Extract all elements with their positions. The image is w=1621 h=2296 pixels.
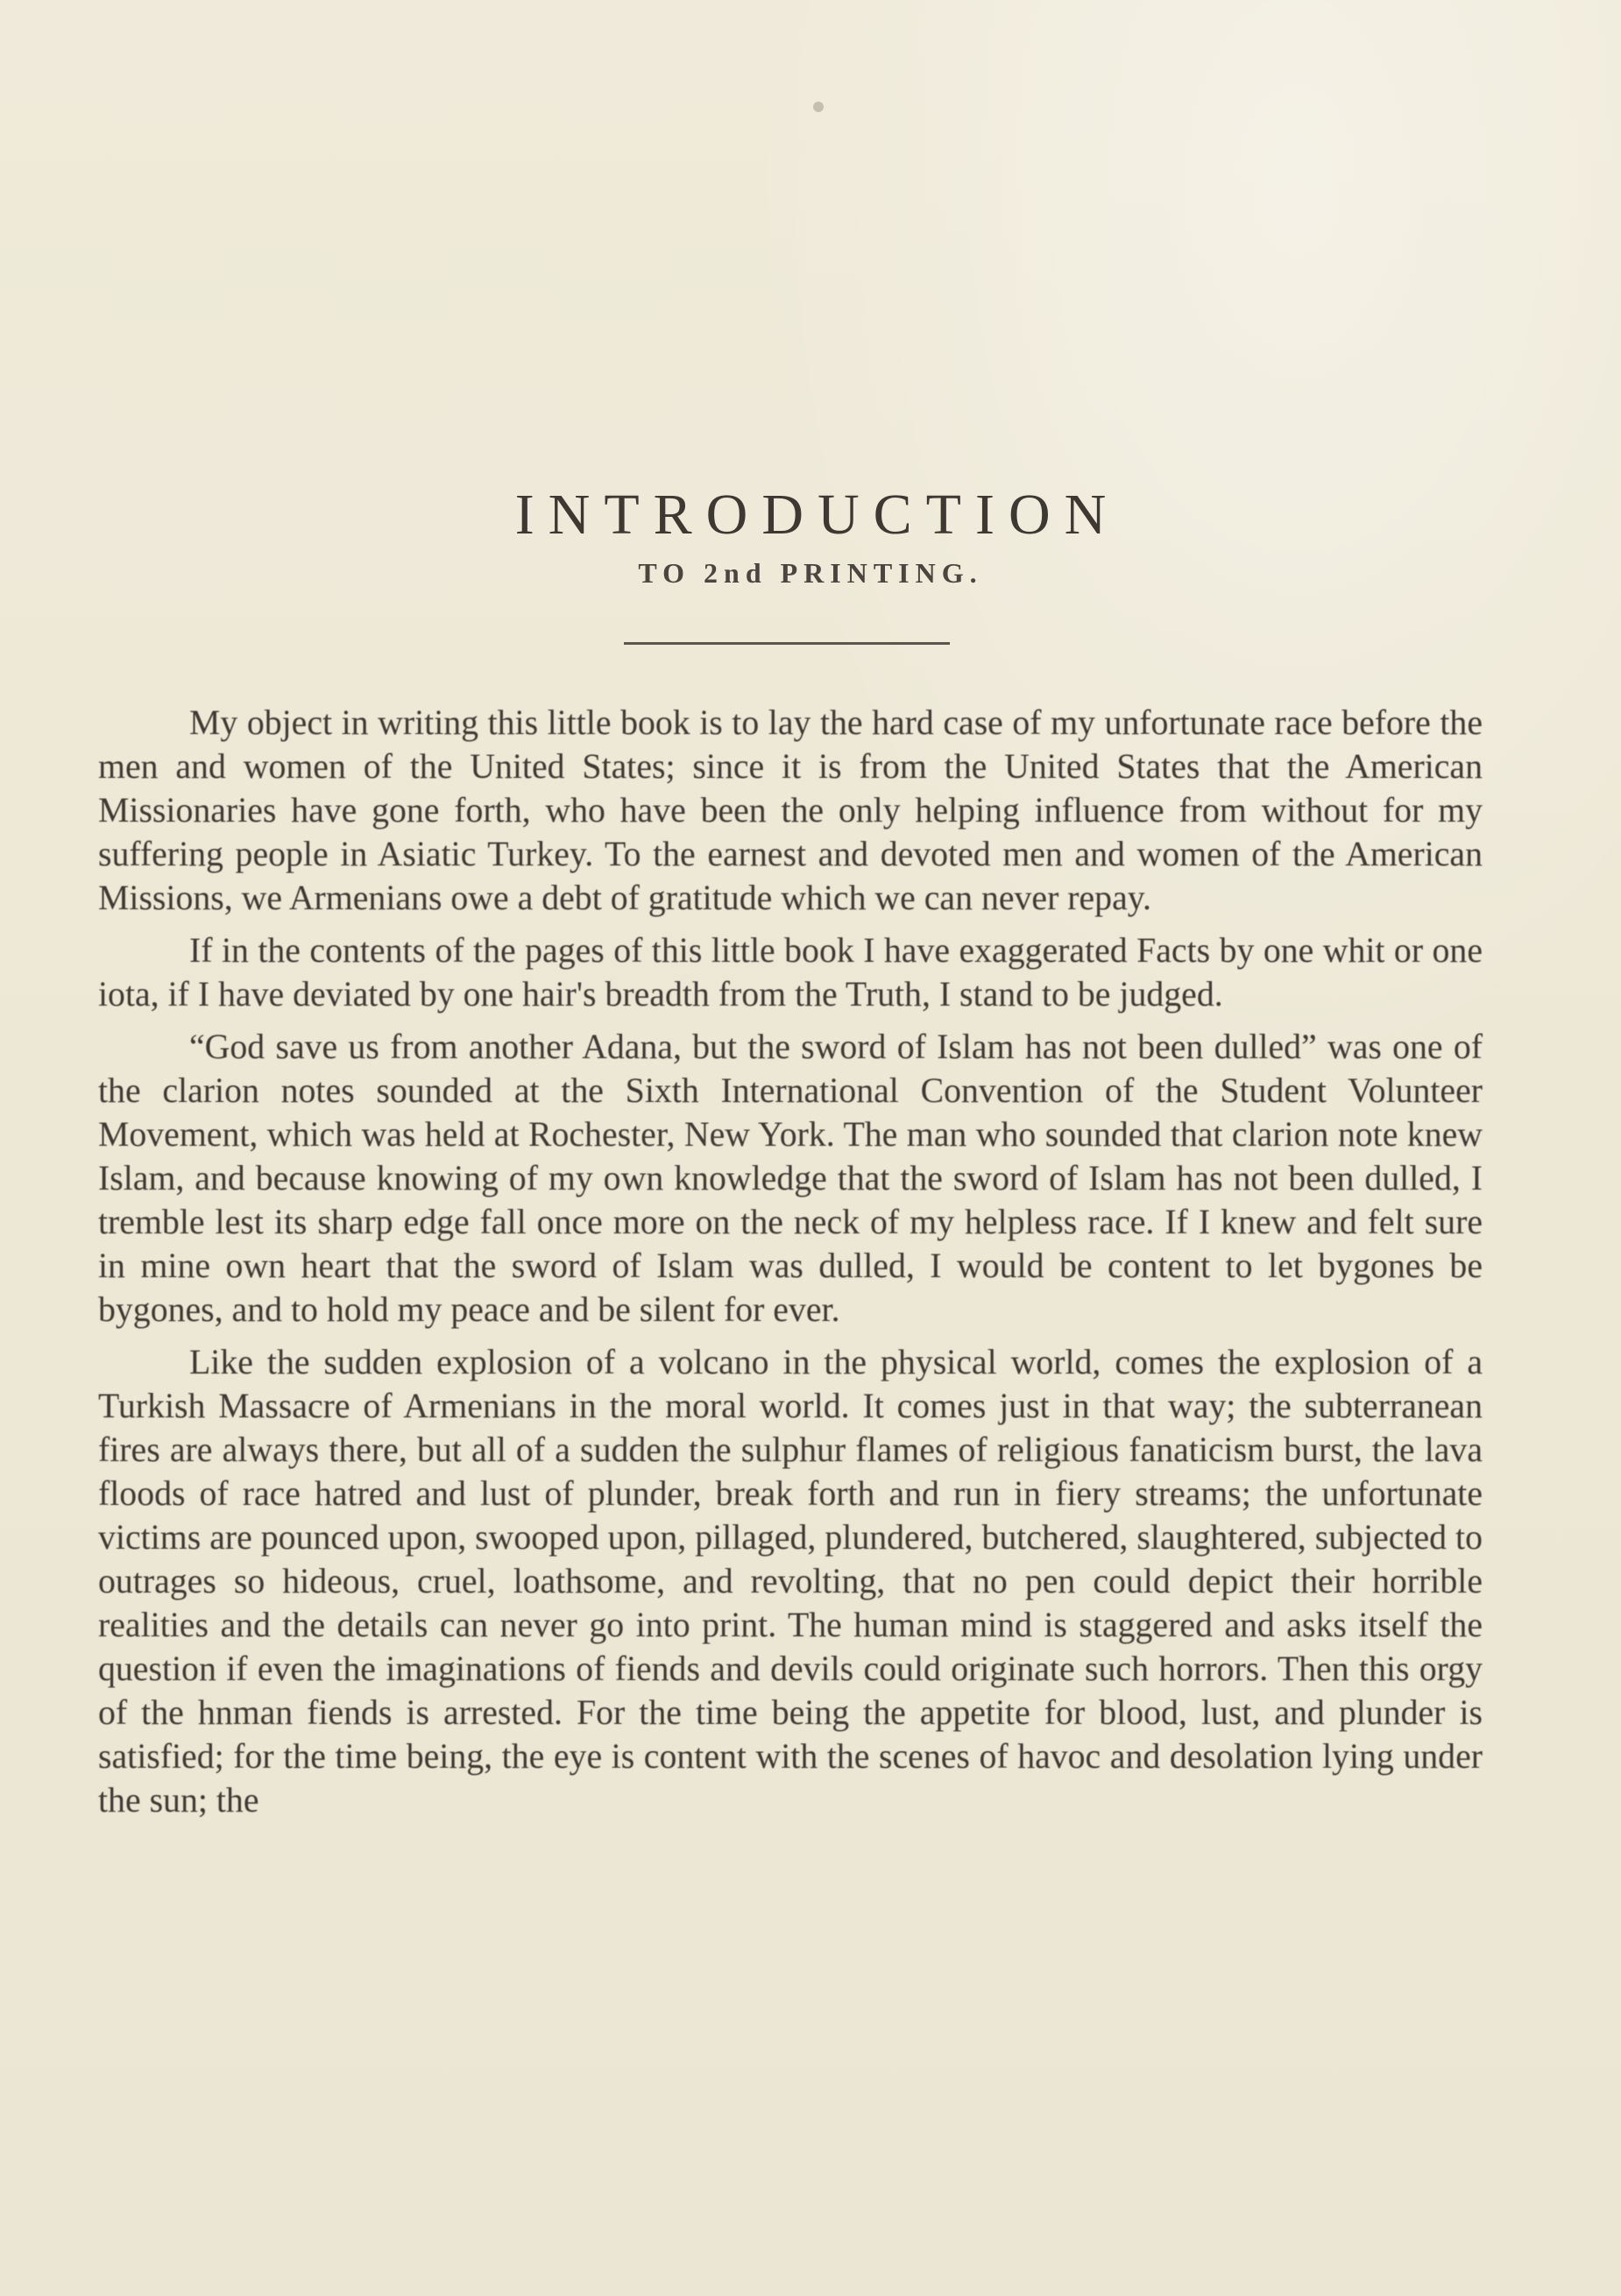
page-subtitle: TO 2nd PRINTING. (638, 557, 983, 589)
body-text (98, 701, 1483, 1831)
paragraph: If in the contents of the pages of this little book I have exaggerated Facts by one whit or one iota, if I have deviated by one hair's breadth from the Truth, I stand to be judged. (98, 931, 1483, 1014)
paragraph: My object in writing this little book is to lay the hard case of my unfortunate race before the men and women of the United States; since it is from the United States that the American Missionaries have gone forth, who have been the only helping influence from without for my suffering people in Asiatic Turkey. To the earnest and devoted men and women of the American Missions, we Armenians owe a debt of gratitude which we can never repay. (98, 703, 1483, 917)
page-title: INTRODUCTION (514, 483, 1121, 547)
ink-spot (813, 102, 824, 112)
title-divider (624, 642, 950, 645)
paragraph: Like the sudden explosion of a volcano in the physical world, comes the explosion of a Turkish Massacre of Armenians in the moral world. It comes just in that way; the subterranean fires are always there, but all of a sudden the sulphur flames of religious fanaticism burst, the lava floods of race hatred and lust of plunder, break forth and run in fiery streams; the unfortunate victims are pounced upon, swooped upon, pillaged, plundered, butchered, slaughtered, subjected to outrages so hideous, cruel, loathsome, and revolting, that no pen could depict their horrible realities and the details can never go into print. The human mind is staggered and asks itself the question if even the imaginations of fiends and devils could originate such horrors. Then this orgy of the hnman fiends is arrested. For the time being the appetite for blood, lust, and plunder is satisfied; for the time being, the eye is content with the scenes of havoc and desolation lying under the sun; the (98, 1343, 1483, 1819)
heading (0, 480, 1621, 590)
paragraph: “God save us from another Adana, but the sword of Islam has not been dulled” was one of the clarion notes sounded at the Sixth International Convention of the Student Volunteer Movement, which was held at Rochester, New York. The man who sounded that clarion note knew Islam, and because knowing of my own knowledge that the sword of Islam has not been dulled, I tremble lest its sharp edge fall once more on the neck of my helpless race. If I knew and felt sure in mine own heart that the sword of Islam was dulled, I would be content to let bygones be bygones, and to hold my peace and be silent for ever. (98, 1028, 1483, 1329)
